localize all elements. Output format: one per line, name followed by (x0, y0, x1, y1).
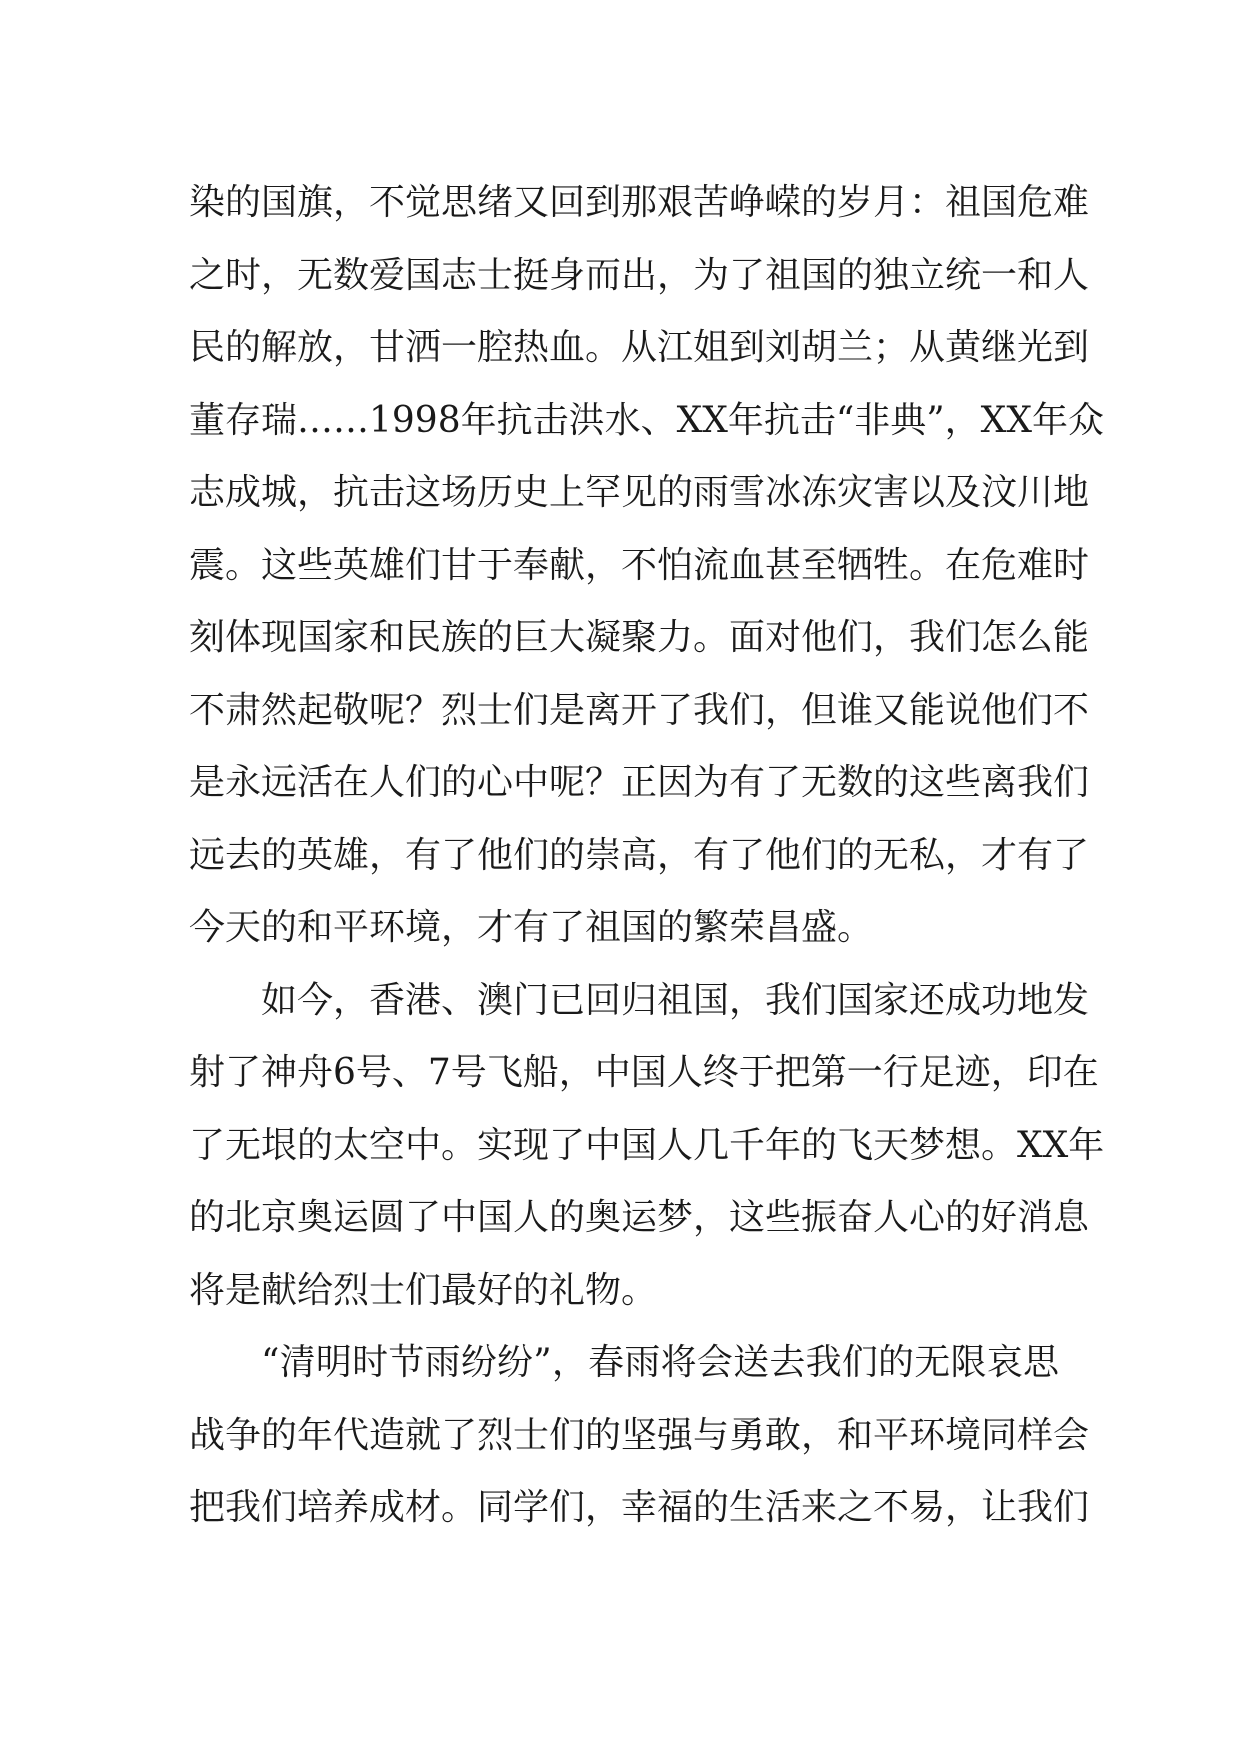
text-line: 民的解放，甘洒一腔热血。从江姐到刘胡兰；从黄继光到 (189, 327, 1090, 368)
text-line: 将是献给烈士们最好的礼物。 (189, 1269, 658, 1311)
text-line: 染的国旗，不觉思绪又回到那艰苦峥嵘的岁月：祖国危难 (189, 182, 1090, 223)
text-line: 射了神舟6号、7号飞船，中国人终于把第一行足迹，印在 (189, 1052, 1099, 1093)
text-line: 是永远活在人们的心中呢？正因为有了无数的这些离我们 (189, 762, 1090, 803)
body-text (189, 167, 1105, 1545)
text-line: 把我们培养成材。同学们，幸福的生活来之不易，让我们 (189, 1487, 1090, 1528)
text-line: 今天的和平环境，才有了祖国的繁荣昌盛。 (189, 907, 874, 948)
text-line: 远去的英雄，有了他们的崇高，有了他们的无私，才有了 (189, 834, 1090, 876)
text-line: 不肃然起敬呢？烈士们是离开了我们，但谁又能说他们不 (189, 689, 1090, 731)
text-line: 志成城，抗击这场历史上罕见的雨雪冰冻灾害以及汶川地 (189, 472, 1090, 513)
text-line: 刻体现国家和民族的巨大凝聚力。面对他们，我们怎么能 (189, 617, 1090, 658)
text-line: 董存瑞……1998年抗击洪水、XX年抗击“非典”，XX年众 (189, 399, 1104, 441)
text-line: 震。这些英雄们甘于奉献，不怕流血甚至牺牲。在危难时 (189, 544, 1090, 586)
text-line: 战争的年代造就了烈士们的坚强与勇敢，和平环境同样会 (189, 1414, 1090, 1456)
text-line: 的北京奥运圆了中国人的奥运梦，这些振奋人心的好消息 (189, 1197, 1090, 1238)
text-line: 如今，香港、澳门已回归祖国，我们国家还成功地发 (261, 979, 1090, 1021)
text-line: “清明时节雨纷纷”，春雨将会送去我们的无限哀思 (261, 1342, 1059, 1383)
text-line: 之时，无数爱国志士挺身而出，为了祖国的独立统一和人 (189, 254, 1090, 296)
text-line: 了无垠的太空中。实现了中国人几千年的飞天梦想。XX年 (189, 1124, 1105, 1166)
